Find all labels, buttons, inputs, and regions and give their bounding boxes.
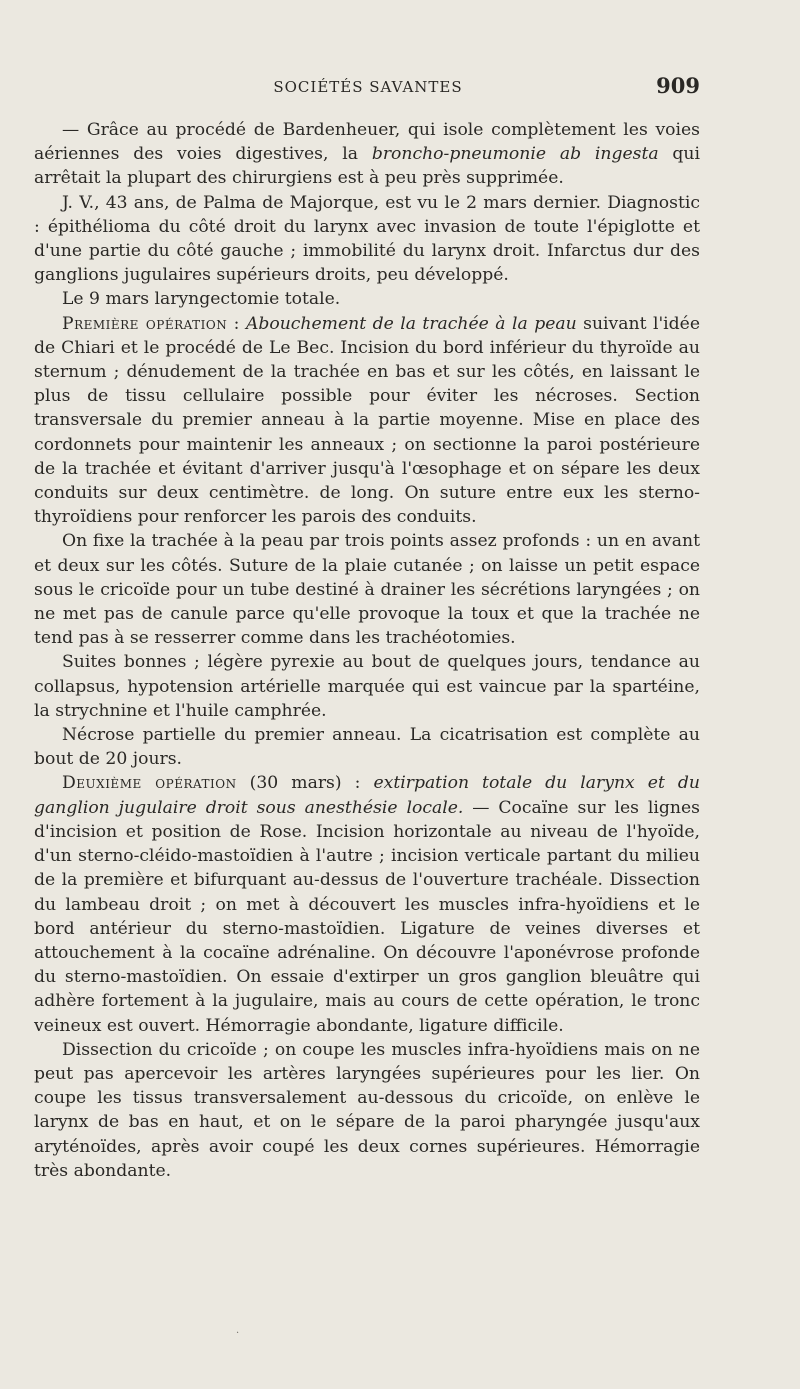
paragraph-case-history xyxy=(34,191,700,288)
paragraph-bardenheuer xyxy=(34,118,700,191)
paragraph-first-operation xyxy=(34,312,700,530)
italic-title: extirpation totale du larynx et du ganglion jugulaire droit sous anesthésie locale. xyxy=(34,773,700,818)
paragraph-text: — Cocaïne sur les lignes d'incision et position de Rose. Incision horizontale au niveau de l'hyoïde, d'un sterno-cléido-mastoïdien à l'autre ; incision verticale partant du milieu de la première et bifurquant au-dessus de l'ouverture trachéale. Dissection du lambeau droit ; on met à découvert les muscles infra-hyoïdiens et le bord antérieur du sterno-mastoïdien. Ligature de veines diverses et attouchement à la cocaïne adrénaline. On découvre l'aponévrose profonde du sterno-mastoïdien. On essaie d'extirper un gros ganglion bleuâtre qui adhère fortement à la jugulaire, mais au cours de cette opération, le tronc veineux est ouvert. Hémorragie abondante, ligature difficile. xyxy=(34,797,700,1036)
paragraph-outcome xyxy=(34,650,700,723)
paragraph-text: On fixe la trachée à la peau par trois points assez profonds : un en avant et deux sur les côtés. Suture de la plaie cutanée ; on laisse un petit espace sous le cricoïde pour un tube destiné à drainer les sécrétions laryngées ; on ne met pas de canule parce qu'elle provoque la toux et que la trachée ne tend pas à se resserrer comme dans les trachéotomies. xyxy=(34,531,700,649)
paragraph-text: Suites bonnes ; légère pyrexie au bout de quelques jours, tendance au collapsus, hypotension artérielle marquée qui est vaincue par la spartéine, la strychnine et l'huile camphrée. xyxy=(34,652,700,721)
article-body xyxy=(34,118,700,1183)
paragraph-necrosis xyxy=(34,723,700,771)
paragraph-laryngectomy xyxy=(34,287,700,311)
paragraph-text: (30 mars) : xyxy=(236,773,374,794)
scan-speck: · xyxy=(236,1328,240,1339)
section-label: Deuxième opération xyxy=(62,773,237,794)
paragraph-text: Nécrose partielle du premier anneau. La cicatrisation est complète au bout de 20 jours. xyxy=(34,725,700,770)
paragraph-second-operation xyxy=(34,771,700,1037)
section-label: Première opération xyxy=(62,313,228,334)
paragraph-text: Dissection du cricoïde ; on coupe les muscles infra-hyoïdiens mais on ne peut pas apercevoir les artères laryngées supérieures pour les lier. On coupe les tissus transversalement au-dessous du cricoïde, on enlève le larynx de bas en haut, et on le sépare de la paroi pharyngée jusqu'aux aryténoïdes, après avoir coupé les deux cornes supérieures. Hémorragie très abondante. xyxy=(34,1039,700,1181)
italic-term: broncho-pneumonie ab ingesta xyxy=(371,144,659,165)
running-head: SOCIÉTÉS SAVANTES xyxy=(273,78,463,96)
italic-title: Abouchement de la trachée à la peau xyxy=(245,313,577,334)
page-header xyxy=(36,70,700,100)
paragraph-text: Le 9 mars laryngectomie totale. xyxy=(62,289,341,310)
paragraph-text: : xyxy=(227,313,246,334)
paragraph-text: — Grâce au procédé de Bardenheuer, qui isole complètement les voies aériennes des voies digestives, la xyxy=(34,120,700,165)
paragraph-fixation xyxy=(34,529,700,650)
paragraph-text: suivant l'idée de Chiari et le procédé de Le Bec. Incision du bord inférieur du thyroïde au sternum ; dénudement de la trachée en bas et sur les côtés, en laissant le plus de tissu cellulaire possible pour éviter les nécroses. Section transversale du premier anneau à la partie moyenne. Mise en place des cordonnets pour maintenir les anneaux ; on sectionne la paroi postérieure de la trachée et évitant d'arriver jusqu'à l'œsophage et on sépare les deux conduits sur deux centimètre. de long. On suture entre eux les sterno-thyroïdiens pour renforcer les parois des conduits. xyxy=(34,313,701,528)
paragraph-text: J. V., 43 ans, de Palma de Majorque, est vu le 2 mars dernier. Diagnostic : épithélioma du côté droit du larynx avec invasion de toute l'épiglotte et d'une partie du côté gauche ; immobilité du larynx droit. Infarctus dur des ganglions jugulaires supérieurs droits, peu développé. xyxy=(34,192,700,286)
paragraph-cricoid-dissection xyxy=(34,1038,700,1183)
paragraph-text: qui arrêtait la plupart des chirurgiens est à peu près supprimée. xyxy=(34,144,700,189)
page-number: 909 xyxy=(656,73,700,98)
